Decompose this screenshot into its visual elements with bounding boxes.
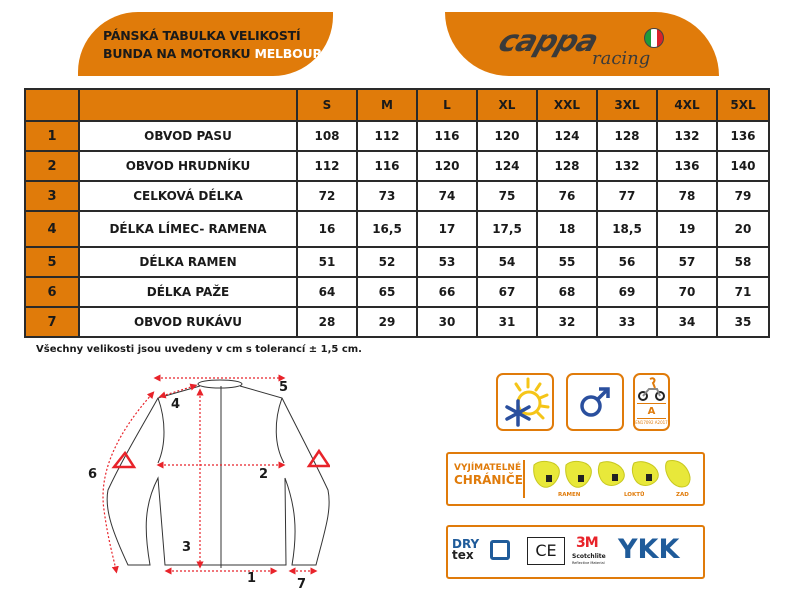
measurement-label: OBVOD PASU — [79, 121, 297, 151]
measurement-value: 78 — [657, 181, 717, 211]
measurement-value: 18,5 — [597, 211, 657, 247]
all-season-icon — [498, 375, 552, 429]
tolerance-note: Všechny velikosti jsou uvedeny v cm s tolerancí ± 1,5 cm. — [36, 344, 362, 355]
size-header: 3XL — [597, 89, 657, 121]
size-header: XL — [477, 89, 537, 121]
measurement-label: DÉLKA PAŽE — [79, 277, 297, 307]
measurement-value: 58 — [717, 247, 769, 277]
elbow-protector-icon — [598, 462, 624, 486]
measurement-value: 57 — [657, 247, 717, 277]
ce-mark: CE — [527, 537, 565, 565]
measure-label-5: 5 — [279, 380, 289, 395]
size-header: S — [297, 89, 357, 121]
table-row — [25, 121, 769, 151]
measurement-value: 54 — [477, 247, 537, 277]
measurement-value: 120 — [417, 151, 477, 181]
size-header: 4XL — [657, 89, 717, 121]
title-product-type: BUNDA NA MOTORKU — [103, 46, 251, 61]
cert-class: A — [647, 406, 656, 417]
measurement-value: 132 — [657, 121, 717, 151]
measurement-value: 112 — [357, 121, 417, 151]
jacket-measurement-diagram — [70, 360, 330, 600]
motorcyclist-icon — [635, 375, 668, 405]
measurement-value: 19 — [657, 211, 717, 247]
measure-label-3: 3 — [182, 540, 192, 555]
measurement-value: 35 — [717, 307, 769, 337]
measurement-value: 67 — [477, 277, 537, 307]
measurement-value: 108 — [297, 121, 357, 151]
measurement-value: 51 — [297, 247, 357, 277]
measurement-value: 28 — [297, 307, 357, 337]
measure-label-2: 2 — [259, 467, 269, 482]
shoulder-protector-icon — [566, 461, 592, 487]
row-number: 4 — [25, 211, 79, 247]
measurement-value: 72 — [297, 181, 357, 211]
3m-logo: 3M — [576, 535, 598, 551]
scotchlite-sublabel: Reflective Material — [572, 561, 605, 565]
measurement-value: 116 — [357, 151, 417, 181]
measurement-label: CELKOVÁ DÉLKA — [79, 181, 297, 211]
row-number: 1 — [25, 121, 79, 151]
row-number: 5 — [25, 247, 79, 277]
measure-label-1: 1 — [247, 571, 257, 586]
row-number: 3 — [25, 181, 79, 211]
protectors-title-line-1: VYJÍMATELNÉ — [454, 463, 522, 473]
measurement-value: 74 — [417, 181, 477, 211]
measurement-value: 112 — [297, 151, 357, 181]
measurement-value: 77 — [597, 181, 657, 211]
size-header: M — [357, 89, 417, 121]
measurement-value: 18 — [537, 211, 597, 247]
row-number: 2 — [25, 151, 79, 181]
ykk-logo: YKK — [618, 534, 680, 565]
measurement-value: 128 — [537, 151, 597, 181]
measurement-value: 136 — [717, 121, 769, 151]
measure-label-6: 6 — [88, 467, 98, 482]
title-line-2 — [103, 46, 341, 61]
measurement-value: 55 — [537, 247, 597, 277]
male-icon — [568, 375, 622, 429]
certifications-panel — [446, 525, 705, 579]
measurement-value: 116 — [417, 121, 477, 151]
title-line-1: PÁNSKÁ TABULKA VELIKOSTÍ — [103, 28, 301, 43]
protector-caption-elbow: LOKTŮ — [624, 492, 645, 498]
measurement-value: 31 — [477, 307, 537, 337]
scotchlite-label: Scotchlite — [572, 553, 606, 560]
measurement-value: 70 — [657, 277, 717, 307]
drytex-drop-icon — [490, 540, 510, 560]
measurement-value: 75 — [477, 181, 537, 211]
measurement-value: 17 — [417, 211, 477, 247]
measurement-value: 73 — [357, 181, 417, 211]
measurement-value: 68 — [537, 277, 597, 307]
measurement-value: 76 — [537, 181, 597, 211]
table-row — [25, 211, 769, 247]
row-number: 7 — [25, 307, 79, 337]
size-header: 5XL — [717, 89, 769, 121]
measurement-value: 56 — [597, 247, 657, 277]
measurement-label: OBVOD HRUDNÍKU — [79, 151, 297, 181]
cert-standard: EN17092 A2017 — [635, 420, 668, 425]
protectors-panel — [446, 452, 705, 506]
measurement-value: 136 — [657, 151, 717, 181]
cert-divider — [637, 418, 666, 419]
protectors-title — [454, 462, 523, 486]
drytex-logo — [452, 539, 479, 561]
measurement-value: 32 — [537, 307, 597, 337]
header-corner-cell — [25, 89, 79, 121]
measurement-label: DÉLKA RAMEN — [79, 247, 297, 277]
row-number: 6 — [25, 277, 79, 307]
certification-badge — [633, 373, 670, 431]
measurement-value: 124 — [477, 151, 537, 181]
cert-divider — [637, 403, 666, 404]
cappa-racing-logo — [494, 22, 670, 72]
measurement-value: 140 — [717, 151, 769, 181]
measurement-value: 17,5 — [477, 211, 537, 247]
protector-caption-back: ZAD — [676, 492, 689, 498]
measurement-value: 66 — [417, 277, 477, 307]
measure-label-7: 7 — [297, 577, 307, 592]
back-protector-icon — [666, 460, 690, 487]
size-header-row — [25, 89, 769, 121]
elbow-protector-icon — [632, 462, 658, 486]
male-badge — [566, 373, 624, 431]
table-row — [25, 277, 769, 307]
table-row — [25, 247, 769, 277]
table-row — [25, 307, 769, 337]
measurement-value: 64 — [297, 277, 357, 307]
size-table — [24, 88, 770, 338]
brand-banner — [445, 12, 719, 76]
measurement-value: 20 — [717, 211, 769, 247]
protector-images — [530, 457, 700, 493]
measurement-value: 52 — [357, 247, 417, 277]
all-season-badge — [496, 373, 554, 431]
drytex-top: DRY — [452, 537, 480, 551]
title-banner — [78, 12, 341, 76]
measurement-value: 124 — [537, 121, 597, 151]
measurement-value: 53 — [417, 247, 477, 277]
size-header: L — [417, 89, 477, 121]
header-label-cell — [79, 89, 297, 121]
measurement-value: 69 — [597, 277, 657, 307]
protector-caption-shoulder: RAMEN — [558, 492, 581, 498]
drytex-bottom: tex — [452, 548, 474, 562]
measurement-label: OBVOD RUKÁVU — [79, 307, 297, 337]
size-header: XXL — [537, 89, 597, 121]
protectors-divider — [523, 460, 525, 498]
measure-label-4: 4 — [171, 397, 181, 412]
protectors-title-line-2: CHRÁNIČE — [454, 473, 523, 487]
measurement-value: 29 — [357, 307, 417, 337]
measurement-value: 79 — [717, 181, 769, 211]
measurement-value: 34 — [657, 307, 717, 337]
logo-subtitle: racing — [592, 48, 651, 69]
measurement-value: 30 — [417, 307, 477, 337]
measurement-label: DÉLKA LÍMEC- RAMENA — [79, 211, 297, 247]
measurement-value: 16,5 — [357, 211, 417, 247]
measurement-value: 128 — [597, 121, 657, 151]
title-model-name: MELBOURNE — [254, 46, 341, 61]
table-row — [25, 151, 769, 181]
logo-wordmark: cappa — [494, 24, 602, 59]
jacket-outline — [70, 360, 330, 600]
measurement-value: 33 — [597, 307, 657, 337]
measurement-value: 71 — [717, 277, 769, 307]
table-row — [25, 181, 769, 211]
italian-flag-icon — [644, 28, 664, 48]
measurement-value: 132 — [597, 151, 657, 181]
measurement-value: 120 — [477, 121, 537, 151]
measurement-value: 65 — [357, 277, 417, 307]
shoulder-protector-icon — [534, 461, 560, 487]
measurement-value: 16 — [297, 211, 357, 247]
